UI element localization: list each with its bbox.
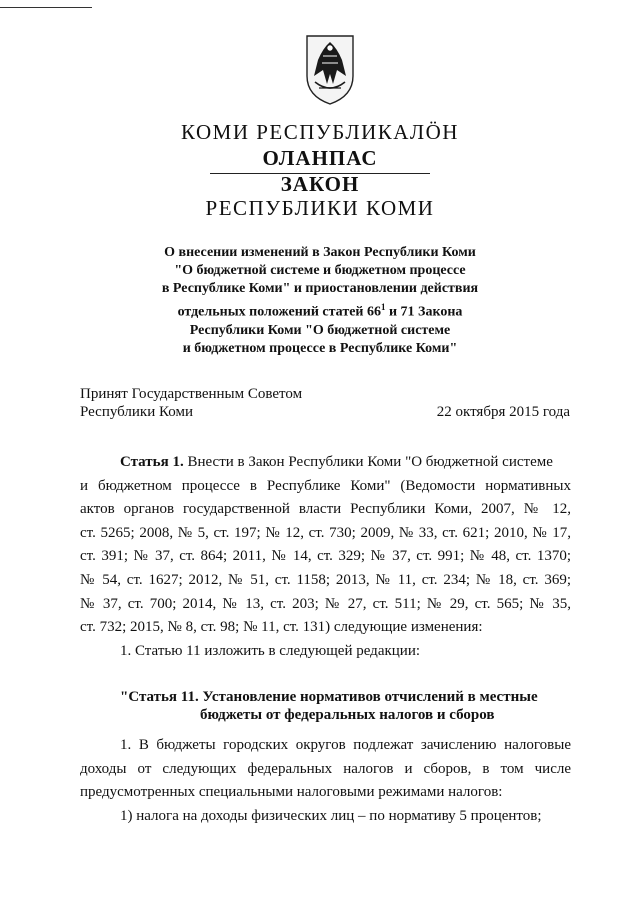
title-line: в Республике Коми" и приостановлении действия [161, 281, 479, 296]
olanpas-heading: ОЛАНПАС [262, 146, 378, 170]
title-line: О внесении изменений в Закон Республики Коми [164, 245, 476, 260]
paragraph-line: ст. 5265; 2008, № 5, ст. 197; № 12, ст. 730; 2009, № 33, ст. 621; 2010, № 17, [80, 524, 571, 541]
scan-mark [0, 7, 92, 8]
law-title [120, 244, 520, 358]
paragraph-line: № 37, ст. 700; 2014, № 13, ст. 203; № 27, ст. 511; № 29, ст. 565; № 35, [80, 595, 571, 612]
article-1 [80, 451, 571, 663]
title-line: отдельных положений статей $66^1$ и 71 Закона [177, 302, 463, 320]
paragraph-line: актов органов государственной власти Республики Коми, 2007, № 12, [80, 501, 571, 518]
article-11-body [80, 734, 571, 828]
paragraph-line: и бюджетном процессе в Республике Коми" (Ведомости нормативных [80, 477, 571, 494]
paragraph-line: Статья 1. Внести в Закон Республики Коми "О бюджетной системе [120, 454, 553, 470]
paragraph-line: доходы от следующих федеральных налогов и сборов, в том числе [80, 760, 571, 777]
paragraph-line: ст. 391; № 37, ст. 864; 2011, № 14, ст. 329; № 37, ст. 991; № 48, ст. 1370; [80, 548, 571, 565]
title-line: и бюджетном процессе в Республике Коми" [182, 340, 458, 356]
article-11-heading: "Статья 11. Установление нормативов отчислений в местные бюджеты от федеральных налогов и сборов [120, 689, 538, 723]
paragraph-line: ст. 732; 2015, № 8, ст. 98; № 11, ст. 131) следующие изменения: [80, 619, 483, 636]
paragraph-line: 1. Статью 11 изложить в следующей редакции: [120, 642, 421, 659]
coat-of-arms-icon [303, 30, 357, 106]
paragraph-line: № 54, ст. 1627; 2012, № 51, ст. 1158; 2013, № 11, ст. 234; № 18, ст. 369; [80, 571, 571, 588]
title-line: "О бюджетной системе и бюджетном процессе [174, 263, 466, 278]
paragraph-line: 1) налога на доходы физических лиц – по нормативу 5 процентов; [120, 807, 542, 824]
adoption-date: 22 октября 2015 года [436, 404, 570, 420]
adoption-note: Принят Государственным Советом Республики Коми [80, 386, 303, 420]
paragraph-line: 1. В бюджеты городских округов подлежат зачислению налоговые [120, 737, 571, 753]
paragraph-line: предусмотренных специальными налоговыми режимами налогов: [80, 784, 503, 801]
komi-heading: КОМИ РЕСПУБЛИКАЛӦН [181, 120, 459, 144]
zakon-heading: ЗАКОН [280, 172, 360, 196]
republic-heading: РЕСПУБЛИКИ КОМИ [205, 196, 435, 220]
title-line: Республики Коми "О бюджетной системе [189, 322, 451, 338]
